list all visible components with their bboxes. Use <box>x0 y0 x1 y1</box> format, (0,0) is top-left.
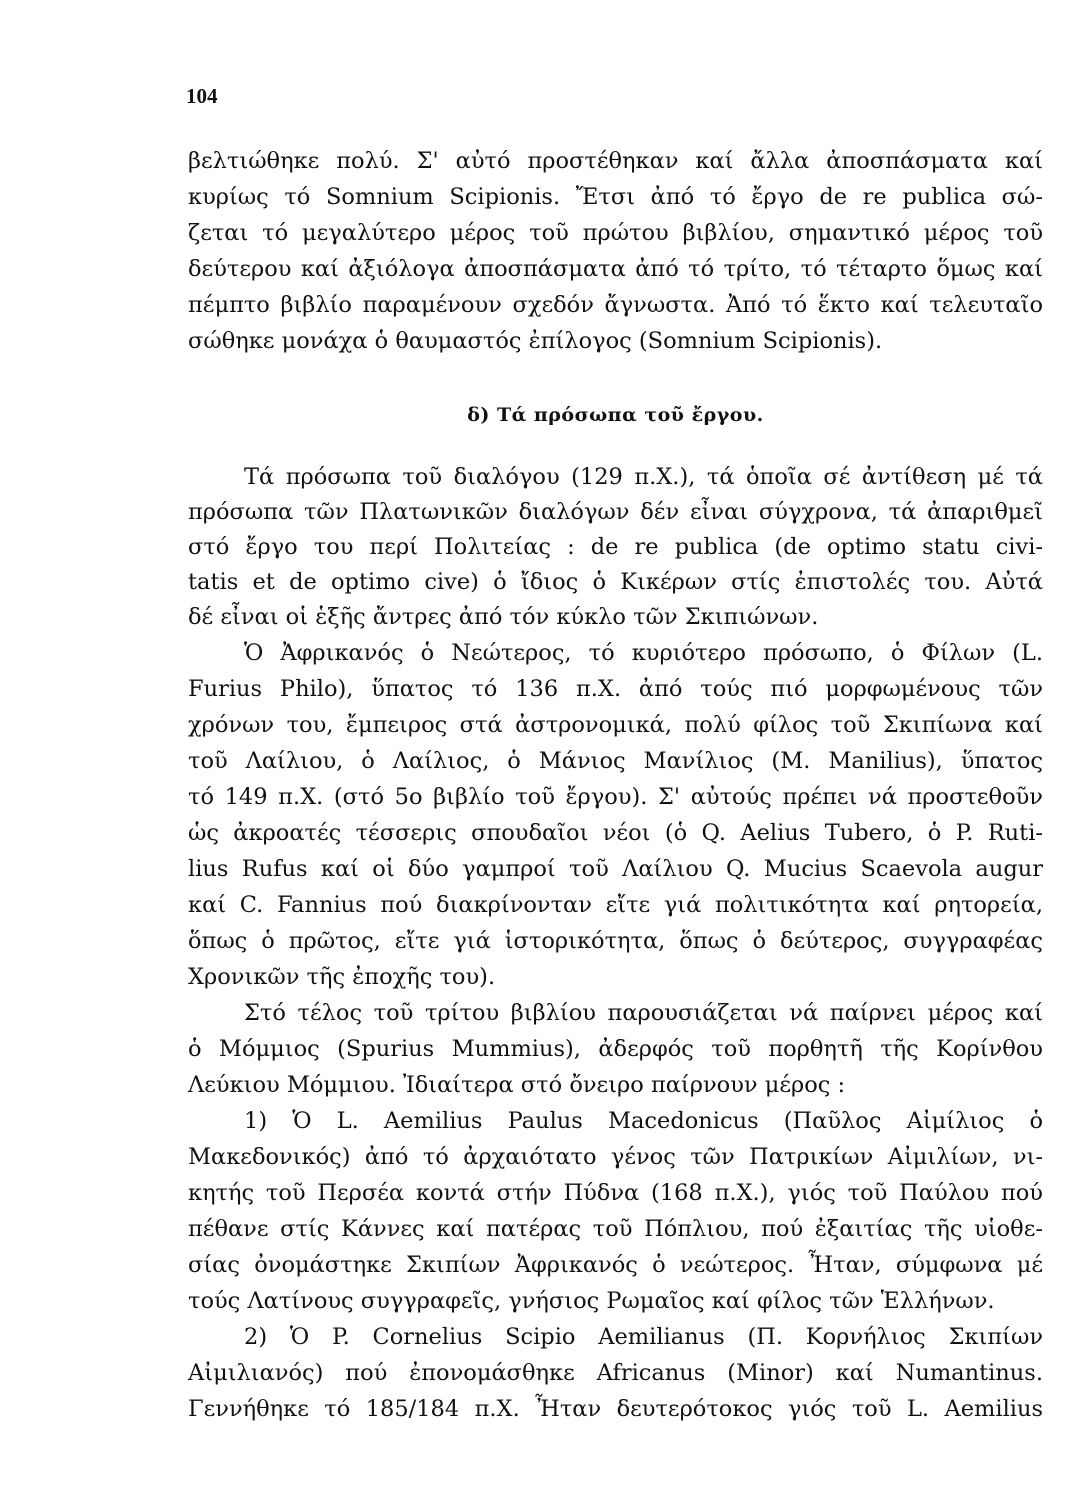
text-line: ζεται τό μεγαλύτερο μέρος τοῦ πρώτου βιβλίου, σημαντικό μέρος τοῦ <box>188 220 1043 246</box>
text-line: σίας ὀνομάστηκε Σκιπίων Ἀφρικανός ὁ νεώτερος. Ἦταν, σύμφωνα μέ <box>188 1252 1043 1278</box>
text-line: Furius Philo), ὕπατος τό 136 π.Χ. ἀπό τούς πιό μορφωμένους τῶν <box>188 676 1043 702</box>
text-line: δεύτερου καί ἀξιόλογα ἀποσπάσματα ἀπό τό τρίτο, τό τέταρτο ὅμως καί <box>188 256 1043 282</box>
text-line: τοῦ Λαίλιου, ὁ Λαίλιος, ὁ Μάνιος Μανίλιος (M. Manilius), ὕπατος <box>188 748 1043 774</box>
text-line: τούς Λατίνους συγγραφεῖς, γνήσιος Ρωμαῖος καί φίλος τῶν Ἑλλήνων. <box>188 1288 995 1314</box>
text-line: Αἰμιλιανός) πού ἐπονομάσθηκε Africanus (Minor) καί Numantinus. <box>188 1360 1043 1386</box>
text-line: χρόνων του, ἔμπειρος στά ἀστρονομικά, πολύ φίλος τοῦ Σκιπίωνα καί <box>188 712 1043 738</box>
text-line: ὡς ἀκροατές τέσσερις σπουδαῖοι νέοι (ὁ Q. Aelius Tubero, ὁ P. Ruti- <box>188 820 1043 846</box>
text-line: Ὁ Ἀφρικανός ὁ Νεώτερος, τό κυριότερο πρόσωπο, ὁ Φίλων (L. <box>244 640 1043 666</box>
text-line: τό 149 π.Χ. (στό 5ο βιβλίο τοῦ ἔργου). Σ' αὐτούς πρέπει νά προστεθοῦν <box>188 784 1043 810</box>
text-line: πέμπτο βιβλίο παραμένουν σχεδόν ἄγνωστα. Ἀπό τό ἕκτο καί τελευταῖο <box>188 292 1043 318</box>
text-line: Χρονικῶν τῆς ἐποχῆς του). <box>188 964 496 990</box>
text-line: κυρίως τό Somnium Scipionis. Ἔτσι ἀπό τό ἔργο de re publica σώ- <box>188 184 1043 210</box>
page-number: 104 <box>186 84 218 108</box>
text-line: Γεννήθηκε τό 185/184 π.Χ. Ἦταν δευτερότοκος γιός τοῦ L. Aemilius <box>188 1396 1043 1422</box>
text-line: Τά πρόσωπα τοῦ διαλόγου (129 π.Χ.), τά ὁποῖα σέ ἀντίθεση μέ τά <box>244 464 1043 490</box>
text-line: Λεύκιου Μόμμιου. Ἰδιαίτερα στό ὄνειρο παίρνουν μέρος : <box>188 1072 846 1098</box>
text-line: tatis et de optimo cive) ὁ ἴδιος ὁ Κικέρων στίς ἐπιστολές του. Αὐτά <box>188 569 1043 595</box>
text-line: πρόσωπα τῶν Πλατωνικῶν διαλόγων δέν εἶναι σύγχρονα, τά ἀπαριθμεῖ <box>188 499 1043 525</box>
text-line: ὅπως ὁ πρῶτος, εἴτε γιά ἱστορικότητα, ὅπως ὁ δεύτερος, συγγραφέας <box>188 928 1043 954</box>
text-line: στό ἔργο του περί Πολιτείας : de re publica (de optimo statu civi- <box>188 534 1043 560</box>
text-line: 2) Ὁ P. Cornelius Scipio Aemilianus (Π. Κορνήλιος Σκιπίων <box>244 1324 1043 1350</box>
text-line: σώθηκε μονάχα ὁ θαυμαστός ἐπίλογος (Somnium Scipionis). <box>188 328 883 354</box>
text-line: ὁ Μόμμιος (Spurius Mummius), ἀδερφός τοῦ πορθητῆ τῆς Κορίνθου <box>188 1036 1043 1062</box>
text-line: lius Rufus καί οἱ δύο γαμπροί τοῦ Λαίλιου Q. Mucius Scaevola augur <box>188 856 1043 882</box>
text-line: κητής τοῦ Περσέα κοντά στήν Πύδνα (168 π.Χ.), γιός τοῦ Παύλου πού <box>188 1180 1043 1206</box>
text-line: Μακεδονικός) ἀπό τό ἀρχαιότατο γένος τῶν Πατρικίων Αἰμιλίων, νι- <box>188 1144 1043 1170</box>
text-line: βελτιώθηκε πολύ. Σ' αὐτό προστέθηκαν καί ἄλλα ἀποσπάσματα καί <box>188 148 1043 174</box>
text-line: πέθανε στίς Κάννες καί πατέρας τοῦ Πόπλιου, πού ἐξαιτίας τῆς υἱοθε- <box>188 1216 1043 1242</box>
text-line: Στό τέλος τοῦ τρίτου βιβλίου παρουσιάζεται νά παίρνει μέρος καί <box>244 1000 1043 1026</box>
text-line: δέ εἶναι οἱ ἑξῆς ἄντρες ἀπό τόν κύκλο τῶν Σκιπιώνων. <box>188 604 819 630</box>
text-line: 1) Ὁ L. Aemilius Paulus Macedonicus (Παῦλος Αἰμίλιος ὁ <box>244 1108 1043 1134</box>
section-heading: δ) Τά πρόσωπα τοῦ ἔργου. <box>467 404 764 426</box>
text-line: καί C. Fannius πού διακρίνονταν εἴτε γιά πολιτικότητα καί ρητορεία, <box>188 892 1043 918</box>
